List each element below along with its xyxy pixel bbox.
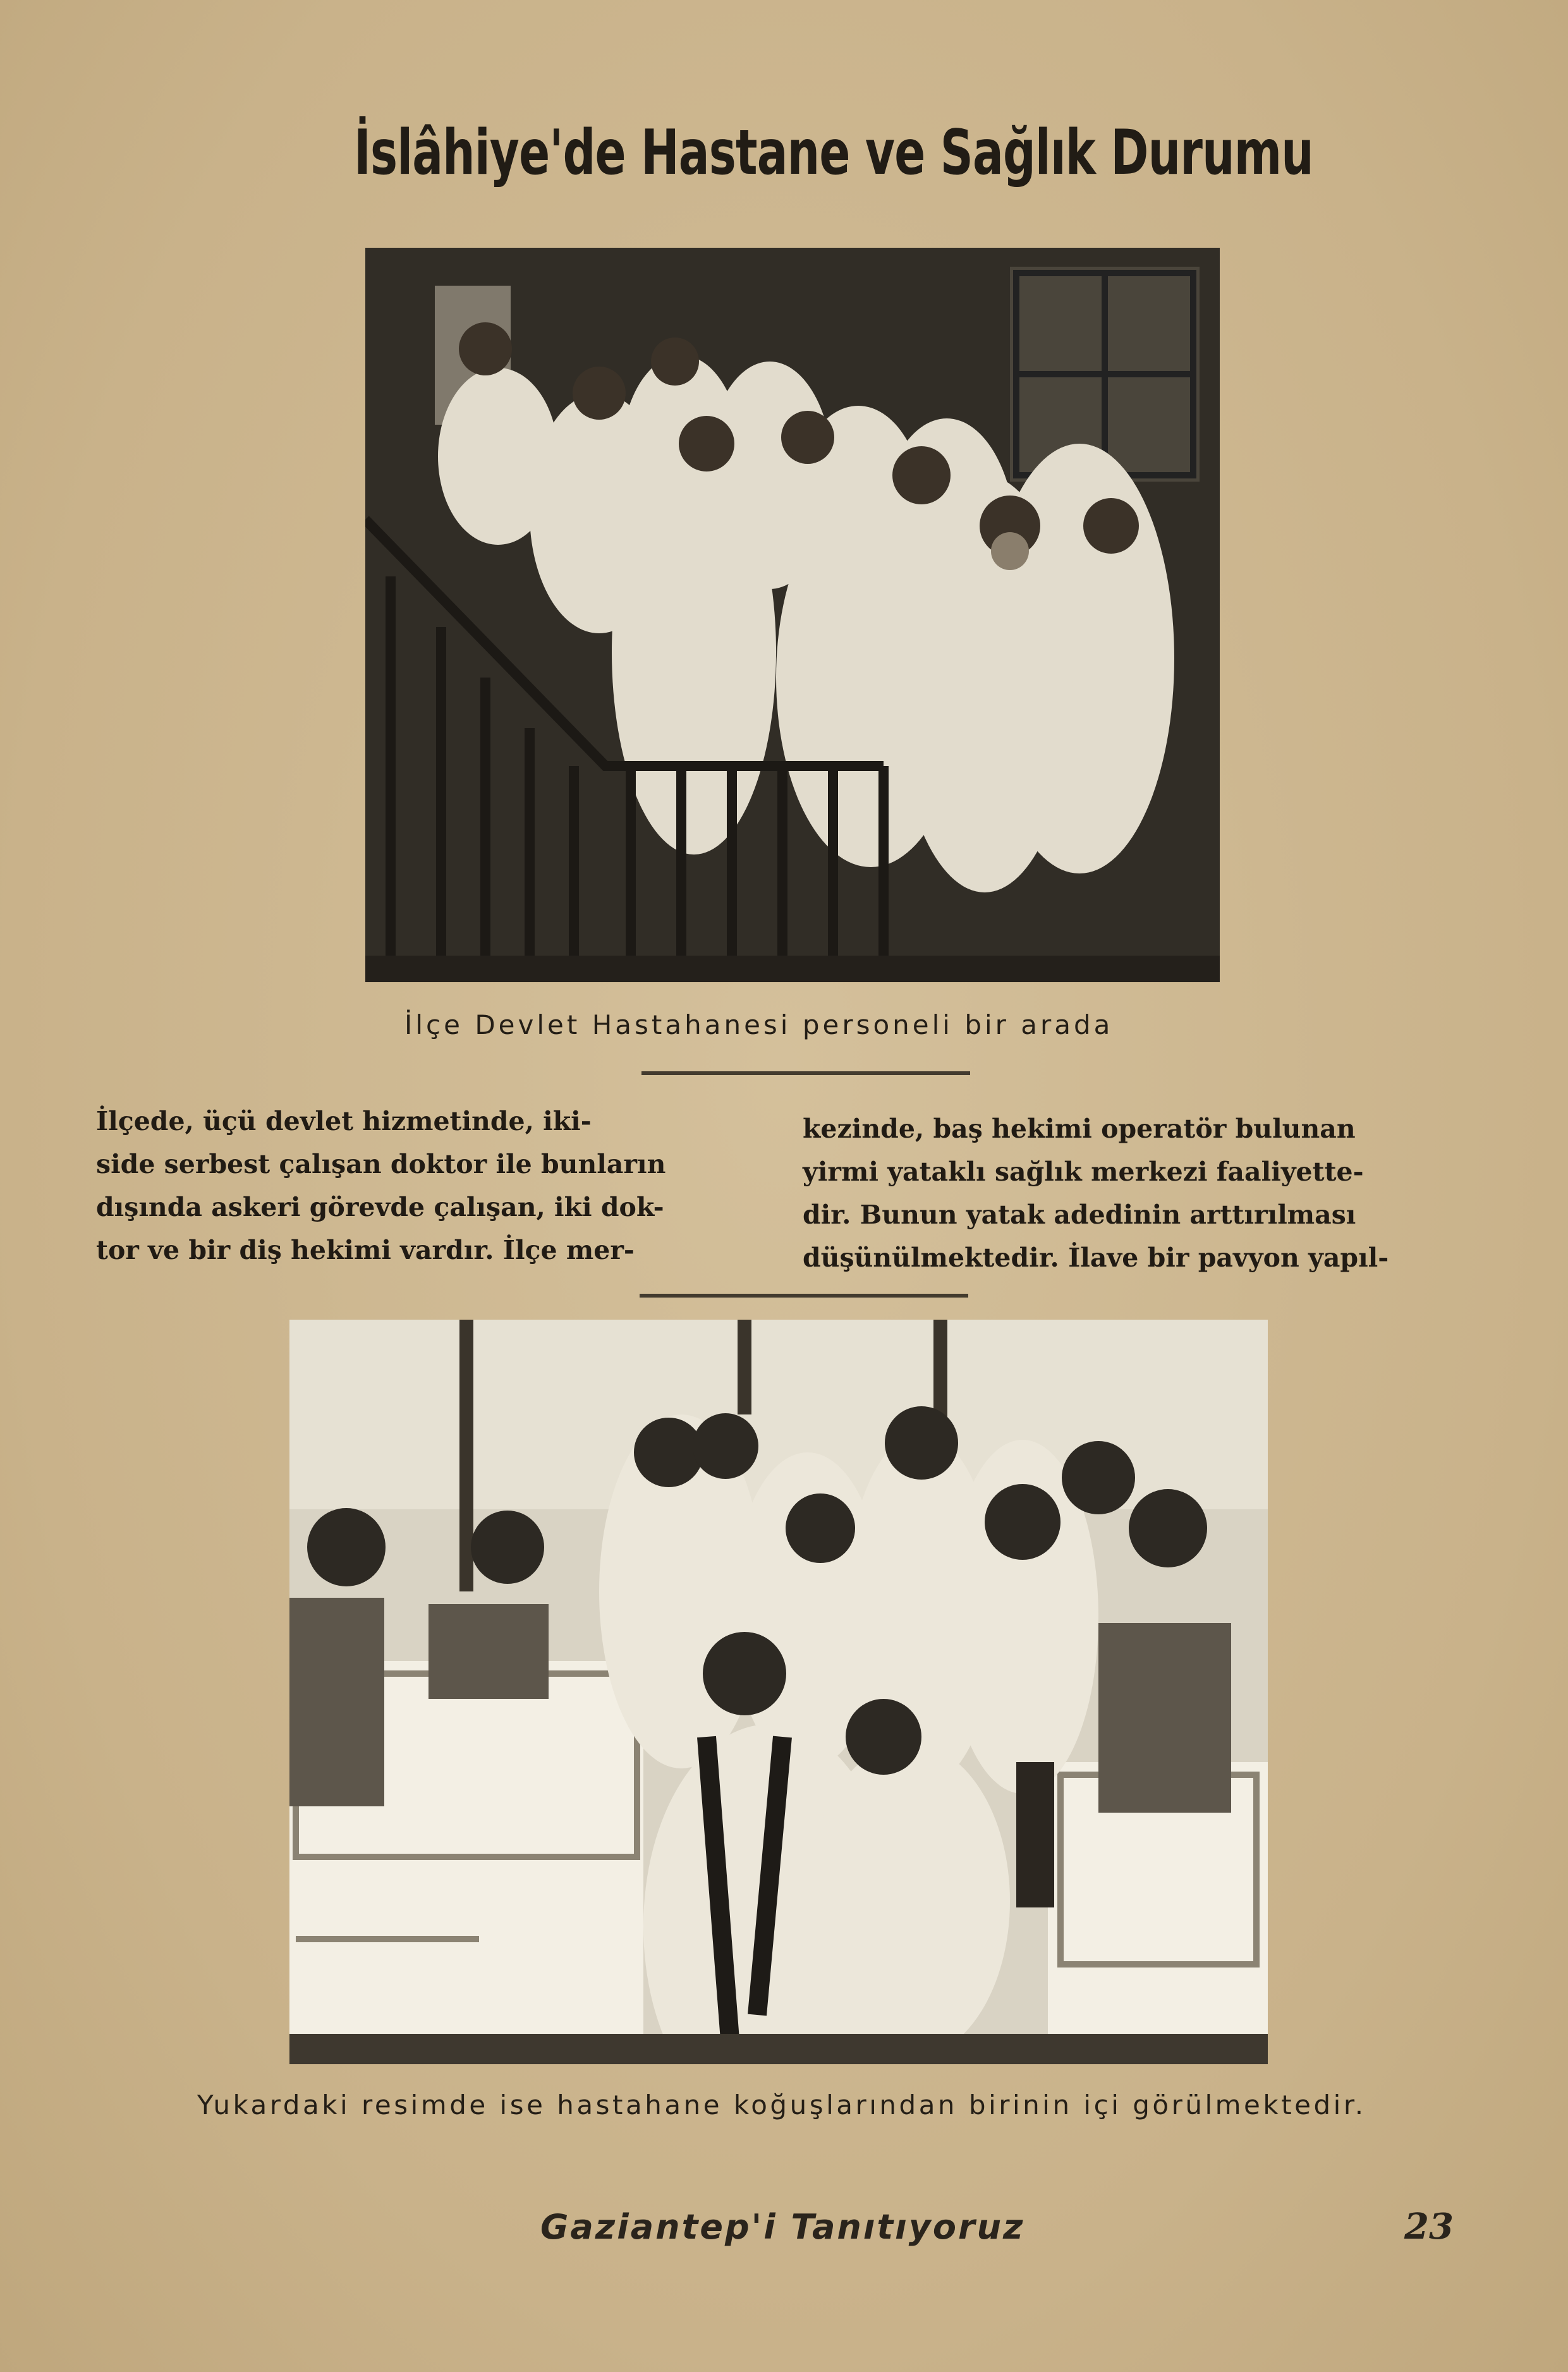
text-line: yirmi yataklı sağlık merkezi faaliyette-: [803, 1157, 1364, 1187]
text-line: dışında askeri görevde çalışan, iki dok-: [96, 1192, 664, 1222]
text-line: İlçede, üçü devlet hizmetinde, iki-: [96, 1106, 592, 1136]
text-line: düşünülmektedir. İlave bir pavyon yapıl-: [803, 1243, 1389, 1273]
ward-photo: [289, 1320, 1268, 2064]
text-line: side serbest çalışan doktor ile bunların: [96, 1149, 666, 1179]
photo1-caption: İlçe Devlet Hastahanesi personeli bir arada: [404, 1009, 1114, 1040]
text-column-right: [803, 1107, 1466, 1279]
photo2-caption: Yukardaki resimde ise hastahane koğuşlarından birinin içi görülmektedir.: [197, 2089, 1366, 2120]
text-line: tor ve bir diş hekimi vardır. İlçe mer-: [96, 1235, 635, 1265]
publication-title: Gaziantep'i Tanıtıyoruz: [540, 2207, 1025, 2247]
text-column-left: [96, 1100, 766, 1272]
page-title: İslâhiye'de Hastane ve Sağlık Durumu: [354, 117, 1313, 189]
text-line: kezinde, baş hekimi operatör bulunan: [803, 1114, 1356, 1144]
staff-photo: [365, 248, 1220, 982]
divider-rule: [641, 1071, 970, 1075]
page-number: 23: [1404, 2206, 1454, 2247]
divider-rule: [640, 1294, 968, 1298]
text-line: dir. Bunun yatak adedinin arttırılması: [803, 1200, 1356, 1230]
